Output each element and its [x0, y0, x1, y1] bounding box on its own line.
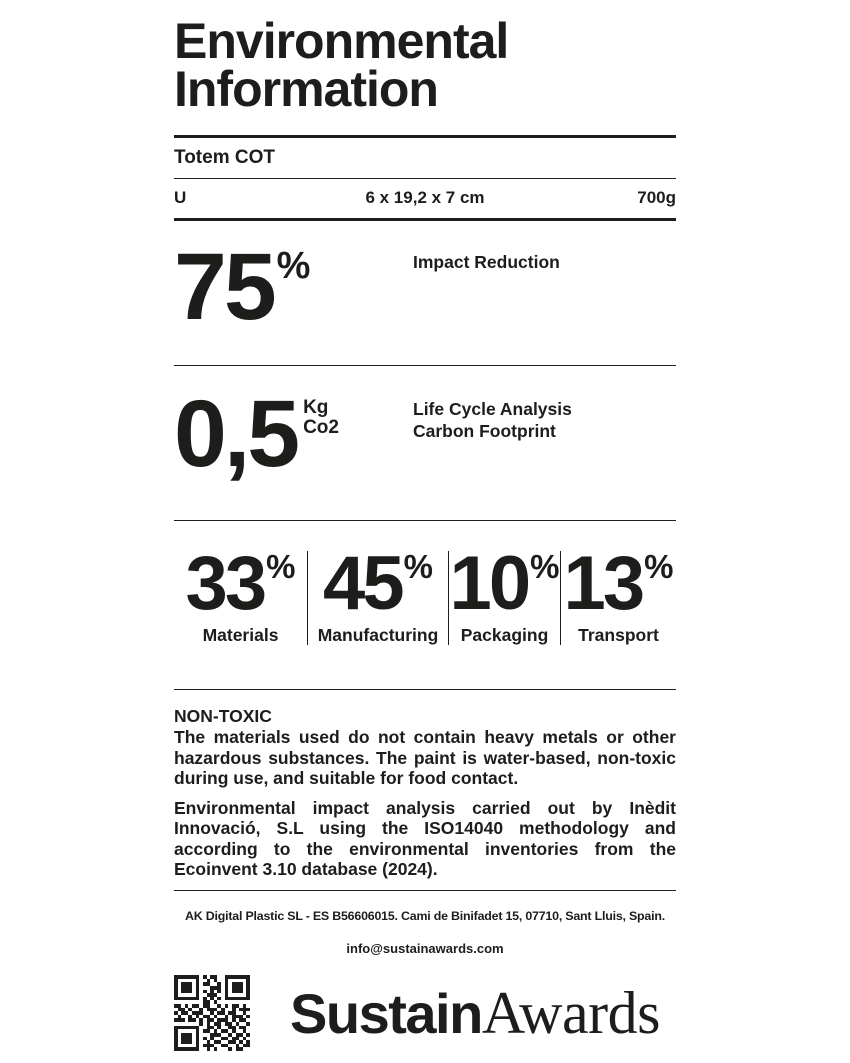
- breakdown-item-materials: [174, 541, 307, 646]
- breakdown-label: Packaging: [460, 625, 549, 646]
- breakdown-value-group: [323, 541, 433, 627]
- breakdown-value: 45: [323, 541, 402, 627]
- qr-code-icon: [174, 975, 250, 1051]
- lca-label-line1: Life Cycle Analysis: [413, 398, 572, 419]
- breakdown-value-group: [185, 541, 296, 627]
- company-info: AK Digital Plastic SL - ES B56606015. Cami de Binifadet 15, 07710, Sant Lluis, Spain.: [185, 909, 665, 924]
- non-toxic-heading: NON-TOXIC: [174, 706, 272, 727]
- brand-logo-sustain: Sustain: [290, 981, 482, 1045]
- impact-value: 75: [174, 233, 274, 340]
- breakdown-value-group: [563, 541, 674, 627]
- divider: [174, 135, 676, 138]
- contact-email: info@sustainawards.com: [346, 941, 504, 957]
- page-title-line1: Environmental: [174, 13, 509, 69]
- carbon-unit-co2: Co2: [303, 416, 339, 438]
- breakdown-item-transport: [560, 541, 676, 646]
- impact-value-group: [174, 233, 413, 340]
- breakdown-item-manufacturing: [307, 541, 448, 646]
- spec-dimensions: 6 x 19,2 x 7 cm: [365, 188, 485, 208]
- breakdown-value: 13: [563, 541, 643, 627]
- divider: [174, 178, 676, 180]
- breakdown-value: 33: [185, 541, 265, 627]
- breakdown-value-group: [449, 541, 560, 627]
- methodology-text: Environmental impact analysis carried out by Inèdit Innovació, S.L using the ISO14040 methodology and according to the environmental inventories from the Ecoinvent 3.10 database (2024).: [174, 797, 676, 880]
- carbon-value: 0,5: [174, 380, 298, 487]
- percent-sign: %: [530, 548, 560, 586]
- page-title: [174, 13, 676, 117]
- divider: [174, 890, 676, 891]
- carbon-unit-kg: Kg: [303, 396, 329, 418]
- page-title-line2: Information: [174, 61, 438, 117]
- breakdown-item-packaging: [448, 541, 560, 646]
- carbon-value-group: [174, 380, 413, 487]
- spec-weight: 700g: [637, 188, 676, 208]
- lca-label-line2: Carbon Footprint: [413, 420, 556, 441]
- spec-unit: U: [174, 188, 187, 208]
- impact-reduction-section: [174, 221, 676, 365]
- product-name: Totem COT: [174, 146, 275, 168]
- non-toxic-text: The materials used do not contain heavy metals or other hazardous substances. The paint is water-based, non-toxic during use, and suitable for food contact.: [174, 727, 676, 789]
- breakdown-value: 10: [449, 541, 529, 627]
- percent-sign: %: [644, 548, 674, 586]
- brand-logo-awards: Awards: [481, 979, 660, 1046]
- carbon-unit: [303, 398, 339, 438]
- brand-row: [174, 975, 676, 1051]
- notes-section: [174, 690, 676, 880]
- breakdown-label: Materials: [202, 625, 279, 646]
- lca-label: [413, 394, 572, 442]
- breakdown-label: Manufacturing: [317, 625, 439, 646]
- sustainawards-logo: [250, 979, 676, 1048]
- environmental-label-sheet: [174, 0, 676, 1051]
- impact-label: Impact Reduction: [413, 251, 560, 272]
- percent-sign: %: [403, 548, 433, 586]
- impact-percent-sign: %: [276, 244, 311, 287]
- percent-sign: %: [266, 548, 296, 586]
- carbon-footprint-section: [174, 366, 676, 520]
- impact-breakdown-section: [174, 521, 676, 689]
- breakdown-label: Transport: [578, 625, 659, 646]
- product-spec-row: [174, 188, 676, 206]
